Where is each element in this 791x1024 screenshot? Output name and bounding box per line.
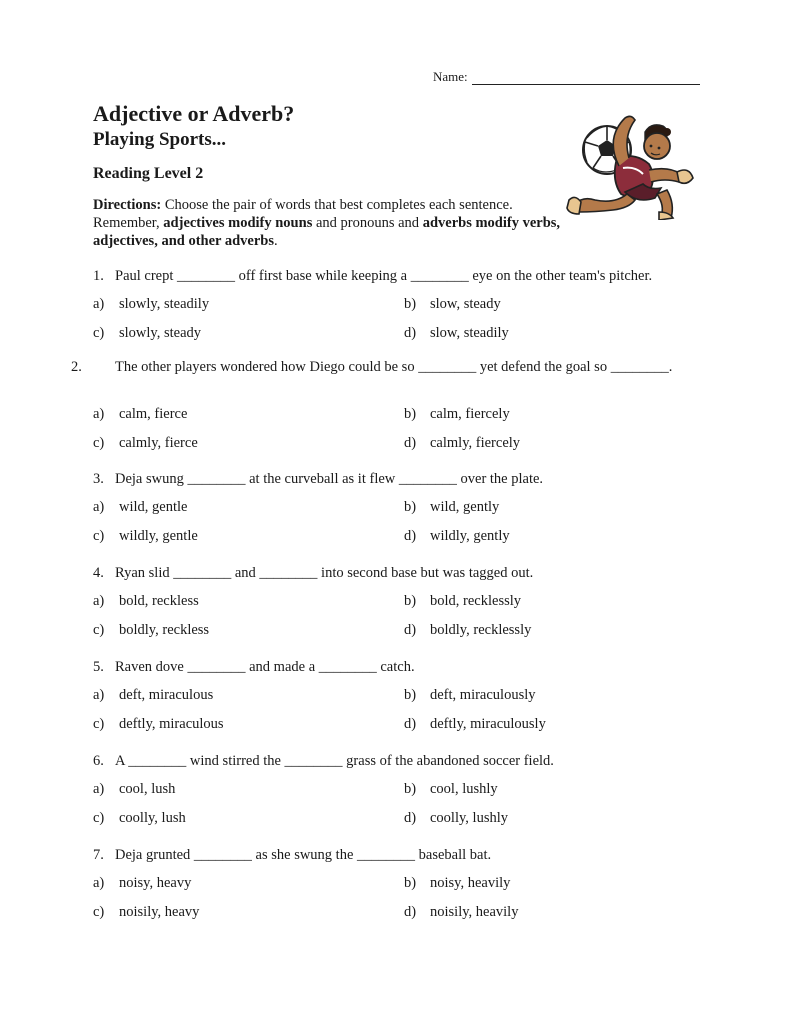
option-letter: a) [93,781,105,797]
question-text: Ryan slid ________ and ________ into second base but was tagged out. [115,565,534,581]
option-letter: c) [93,325,105,341]
question-7 [93,846,703,865]
question-text: Raven dove ________ and made a ________ catch. [115,659,415,675]
option-text: wildly, gently [430,528,510,544]
question-3-option-a[interactable] [93,498,187,516]
option-letter: a) [93,875,105,891]
option-text: calmly, fiercely [430,435,521,451]
name-label: Name: [433,69,468,84]
option-letter: d) [404,622,417,638]
soccer-player-illustration [565,108,695,220]
option-letter: b) [404,687,417,703]
question-6-option-b[interactable] [404,780,498,798]
option-text: calmly, fierce [119,435,198,451]
option-text: deftly, miraculously [430,716,546,732]
option-text: deft, miraculously [430,687,536,703]
question-number: 7. [93,847,104,863]
question-number: 4. [93,565,104,581]
question-7-option-b[interactable] [404,874,510,892]
directions [93,196,563,250]
question-5-option-a[interactable] [93,686,213,704]
option-letter: b) [404,499,417,515]
question-5 [93,658,703,677]
question-2-option-c[interactable] [93,434,198,452]
question-2-option-d[interactable] [404,434,520,452]
option-letter: a) [93,593,105,609]
question-4-option-d[interactable] [404,621,531,639]
name-blank-line[interactable] [472,71,700,85]
option-letter: b) [404,296,417,312]
name-field[interactable] [433,69,700,85]
option-text: coolly, lushly [430,810,509,826]
option-text: noisy, heavy [119,875,192,891]
question-number: 6. [93,753,104,769]
option-letter: b) [404,875,417,891]
question-5-option-d[interactable] [404,715,546,733]
option-text: deft, miraculous [119,687,214,703]
option-letter: b) [404,406,417,422]
option-text: calm, fierce [119,406,188,422]
question-3-option-d[interactable] [404,527,510,545]
option-text: noisily, heavy [119,904,200,920]
option-letter: c) [93,904,105,920]
directions-bold-adverbs: adverbs modify verbs, adjectives, and other adverbs [93,215,561,249]
question-6-option-c[interactable] [93,809,186,827]
option-text: wild, gentle [119,499,188,515]
option-text: coolly, lush [119,810,186,826]
option-letter: d) [404,325,417,341]
option-letter: a) [93,687,105,703]
option-text: calm, fiercely [430,406,510,422]
question-2-option-a[interactable] [93,405,187,423]
option-text: wild, gently [430,499,500,515]
option-text: noisy, heavily [430,875,511,891]
question-2 [71,358,725,377]
option-text: slow, steady [430,296,501,312]
question-number: 1. [93,268,104,284]
option-letter: d) [404,810,417,826]
option-letter: a) [93,406,105,422]
directions-text: and pronouns and [312,215,423,231]
option-text: bold, reckless [119,593,199,609]
option-letter: d) [404,904,417,920]
option-letter: d) [404,528,417,544]
option-text: slowly, steady [119,325,202,341]
option-text: slowly, steadily [119,296,210,312]
question-4 [93,564,703,583]
option-text: deftly, miraculous [119,716,224,732]
question-text: Paul crept ________ off first base while keeping a ________ eye on the other team's pitcher. [115,268,653,284]
option-text: bold, recklessly [430,593,522,609]
question-7-option-c[interactable] [93,903,199,921]
question-3-option-b[interactable] [404,498,499,516]
question-6-option-d[interactable] [404,809,508,827]
option-text: cool, lush [119,781,176,797]
question-6-option-a[interactable] [93,780,175,798]
question-number: 5. [93,659,104,675]
question-text: Deja swung ________ at the curveball as it flew ________ over the plate. [115,471,544,487]
option-letter: a) [93,296,105,312]
question-1-option-a[interactable] [93,295,209,313]
question-5-option-b[interactable] [404,686,536,704]
question-2-option-b[interactable] [404,405,510,423]
worksheet-subtitle: Playing Sports... [93,129,227,150]
option-text: boldly, recklessly [430,622,532,638]
option-text: noisily, heavily [430,904,519,920]
option-text: wildly, gentle [119,528,198,544]
question-4-option-c[interactable] [93,621,209,639]
option-letter: b) [404,593,417,609]
reading-level: Reading Level 2 [93,165,204,182]
option-text: slow, steadily [430,325,509,341]
question-1-option-d[interactable] [404,324,509,342]
question-text: The other players wondered how Diego could be so ________ yet defend the goal so ________. [115,359,673,375]
worksheet-title: Adjective or Adverb? [93,101,295,126]
question-5-option-c[interactable] [93,715,224,733]
question-4-option-b[interactable] [404,592,521,610]
question-number: 2. [71,359,82,375]
option-letter: c) [93,435,105,451]
option-letter: c) [93,528,105,544]
option-letter: b) [404,781,417,797]
option-letter: d) [404,435,417,451]
option-letter: d) [404,716,417,732]
question-7-option-a[interactable] [93,874,191,892]
option-letter: c) [93,622,105,638]
option-text: boldly, reckless [119,622,210,638]
question-text: A ________ wind stirred the ________ grass of the abandoned soccer field. [115,753,554,769]
directions-label: Directions: [93,197,162,213]
question-3-option-c[interactable] [93,527,198,545]
option-letter: a) [93,499,105,515]
directions-text: . [273,233,278,249]
question-number: 3. [93,471,104,487]
question-7-option-d[interactable] [404,903,518,921]
question-4-option-a[interactable] [93,592,199,610]
directions-text: Choose the pair of words that best completes each sentence. Remember, [93,197,513,231]
question-6 [93,752,703,771]
question-1-option-c[interactable] [93,324,201,342]
question-1-option-b[interactable] [404,295,501,313]
question-1 [93,267,703,286]
question-3 [93,470,703,489]
question-text: Deja grunted ________ as she swung the ________ baseball bat. [115,847,492,863]
directions-bold-adjectives: adjectives modify nouns [163,215,313,231]
option-letter: c) [93,716,105,732]
option-text: cool, lushly [430,781,498,797]
option-letter: c) [93,810,105,826]
